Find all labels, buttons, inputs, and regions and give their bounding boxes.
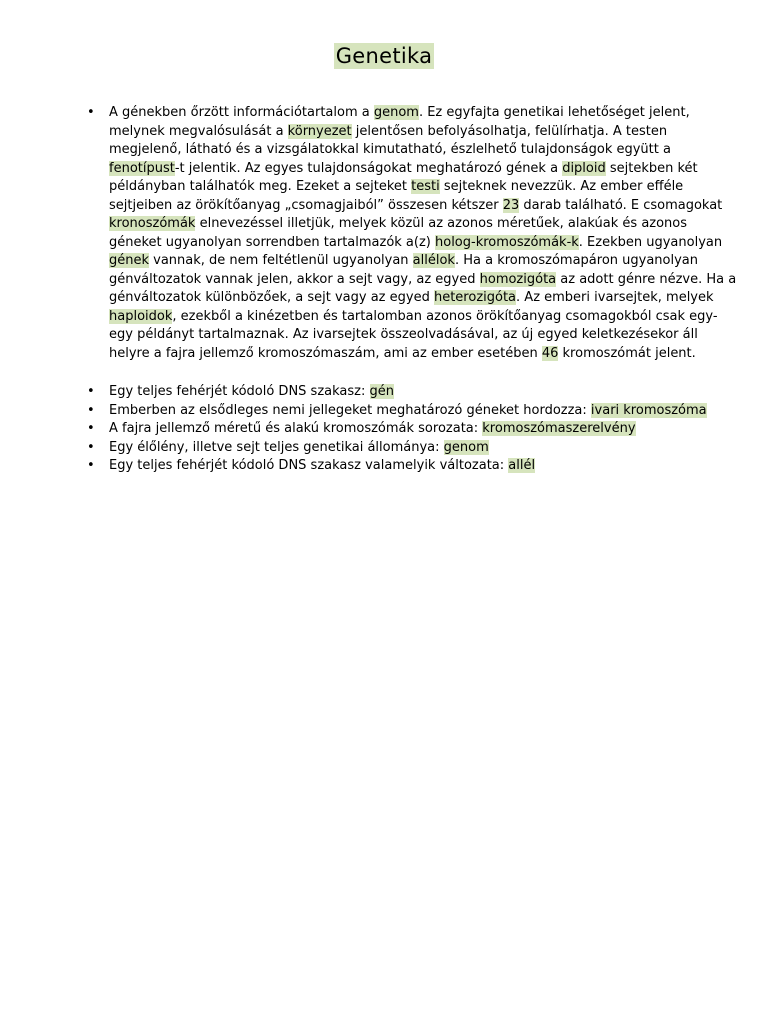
- paragraph-text: . Ez egyfajta genetikai lehetőséget jelent,: [418, 105, 690, 120]
- definition-item: [109, 383, 394, 402]
- paragraph-text: kromoszómát jelent.: [558, 345, 696, 361]
- highlighted-answer: 23: [502, 197, 520, 213]
- highlighted-answer: heterozigóta: [433, 290, 517, 305]
- paragraph-line: [109, 289, 733, 308]
- highlighted-answer: diploid: [562, 160, 606, 176]
- paragraph-text: jelentősen befolyásolhatja, felülírhatja. A testen: [351, 123, 668, 139]
- paragraph-line: [109, 308, 733, 327]
- paragraph-line: [109, 197, 733, 216]
- highlighted-answer: gének: [109, 253, 150, 268]
- list-bullet: •: [87, 402, 95, 418]
- paragraph-text: vannak, de nem feltétlenül ugyanolyan: [149, 253, 413, 268]
- paragraph-line: [109, 178, 733, 197]
- paragraph-text: egy példányt tartalmaznak. Az ivarsejtek összeolvadásával, az új egyed keletkezésekor áll: [109, 327, 698, 342]
- paragraph-line: [109, 160, 733, 179]
- paragraph-text: az adott génre nézve. Ha a: [556, 271, 737, 287]
- paragraph-line: [109, 215, 733, 234]
- definition-item: [109, 420, 636, 439]
- definition-answer: genom: [443, 439, 489, 455]
- highlighted-answer: haploidok: [109, 308, 173, 324]
- paragraph-text: sejteknek nevezzük. Az ember efféle: [439, 179, 684, 194]
- definition-item: [109, 457, 535, 476]
- paragraph-text: génváltozatok vannak jelen, akkor a sejt vagy, az egyed: [109, 271, 480, 287]
- definition-item: [109, 439, 489, 458]
- paragraph-text: darab található. E csomagokat: [519, 197, 723, 213]
- title-container: [0, 44, 768, 68]
- list-bullet: •: [87, 458, 95, 473]
- definition-answer: ivari kromoszóma: [590, 402, 707, 418]
- paragraph-text: melynek megvalósulását a: [109, 123, 288, 139]
- definition-text: Egy élőlény, illetve sejt teljes genetikai állománya:: [109, 439, 444, 455]
- paragraph-line: [109, 326, 733, 345]
- paragraph-text: génváltozatok különbözőek, a sejt vagy az egyed: [109, 290, 434, 305]
- definition-answer: allél: [508, 458, 536, 473]
- definition-answer: kromoszómaszerelvény: [482, 421, 636, 436]
- highlighted-answer: genom: [373, 105, 419, 120]
- definition-text: Emberben az elsődleges nemi jellegeket meghatározó géneket hordozza:: [109, 402, 591, 418]
- highlighted-answer: holog-kromoszómák-k: [435, 234, 579, 250]
- main-paragraph: [109, 104, 737, 363]
- highlighted-answer: homozigóta: [479, 271, 557, 287]
- paragraph-line: [109, 345, 733, 364]
- highlighted-answer: allélok: [412, 253, 455, 268]
- paragraph-line: [109, 252, 733, 271]
- document-title: Genetika: [335, 44, 433, 68]
- paragraph-line: [109, 141, 733, 160]
- paragraph-bullet: •: [87, 105, 95, 120]
- definition-item: [109, 402, 707, 421]
- highlighted-answer: testi: [411, 179, 440, 194]
- paragraph-text: . Ezekben ugyanolyan: [578, 234, 723, 250]
- list-bullet: •: [87, 439, 95, 455]
- paragraph-line: [109, 104, 733, 123]
- paragraph-text: sejtekben két: [605, 160, 698, 176]
- paragraph-line: [109, 234, 733, 253]
- definition-text: A fajra jellemző méretű és alakú kromoszómák sorozata:: [109, 421, 483, 436]
- highlighted-answer: kronoszómák: [109, 216, 196, 231]
- paragraph-text: . Ha a kromoszómapáron ugyanolyan: [454, 253, 699, 268]
- highlighted-answer: 46: [541, 345, 559, 361]
- paragraph-text: -t jelentik. Az egyes tulajdonságokat meghatározó gének a: [174, 160, 563, 176]
- paragraph-text: helyre a fajra jellemző kromoszómaszám, ami az ember esetében: [109, 345, 542, 361]
- highlighted-answer: környezet: [287, 123, 352, 139]
- definition-text: Egy teljes fehérjét kódoló DNS szakasz valamelyik változata:: [109, 458, 509, 473]
- paragraph-text: A génekben őrzött információtartalom a: [109, 105, 374, 120]
- definition-text: Egy teljes fehérjét kódoló DNS szakasz:: [109, 384, 370, 399]
- paragraph-text: . Az emberi ivarsejtek, melyek: [516, 290, 714, 305]
- paragraph-text: példányban találhatók meg. Ezeket a sejteket: [109, 179, 412, 194]
- list-bullet: •: [87, 421, 95, 436]
- paragraph-text: sejtjeiben az örökítőanyag „csomagjaiból” összesen kétszer: [109, 197, 503, 213]
- paragraph-line: [109, 271, 737, 290]
- definition-answer: gén: [369, 384, 394, 399]
- paragraph-line: [109, 123, 733, 142]
- paragraph-text: , ezekből a kinézetben és tartalomban azonos örökítőanyag csomagokból csak egy-: [172, 308, 718, 324]
- paragraph-text: géneket ugyanolyan sorrendben tartalmazók a(z): [109, 234, 435, 250]
- list-bullet: •: [87, 384, 95, 399]
- paragraph-text: elnevezéssel illetjük, melyek közül az azonos méretűek, alakúak és azonos: [195, 216, 688, 231]
- paragraph-text: megjelenő, látható és a vizsgálatokkal kimutatható, észlelhető tulajdonságok együtt a: [109, 142, 671, 157]
- highlighted-answer: fenotípust: [109, 160, 175, 176]
